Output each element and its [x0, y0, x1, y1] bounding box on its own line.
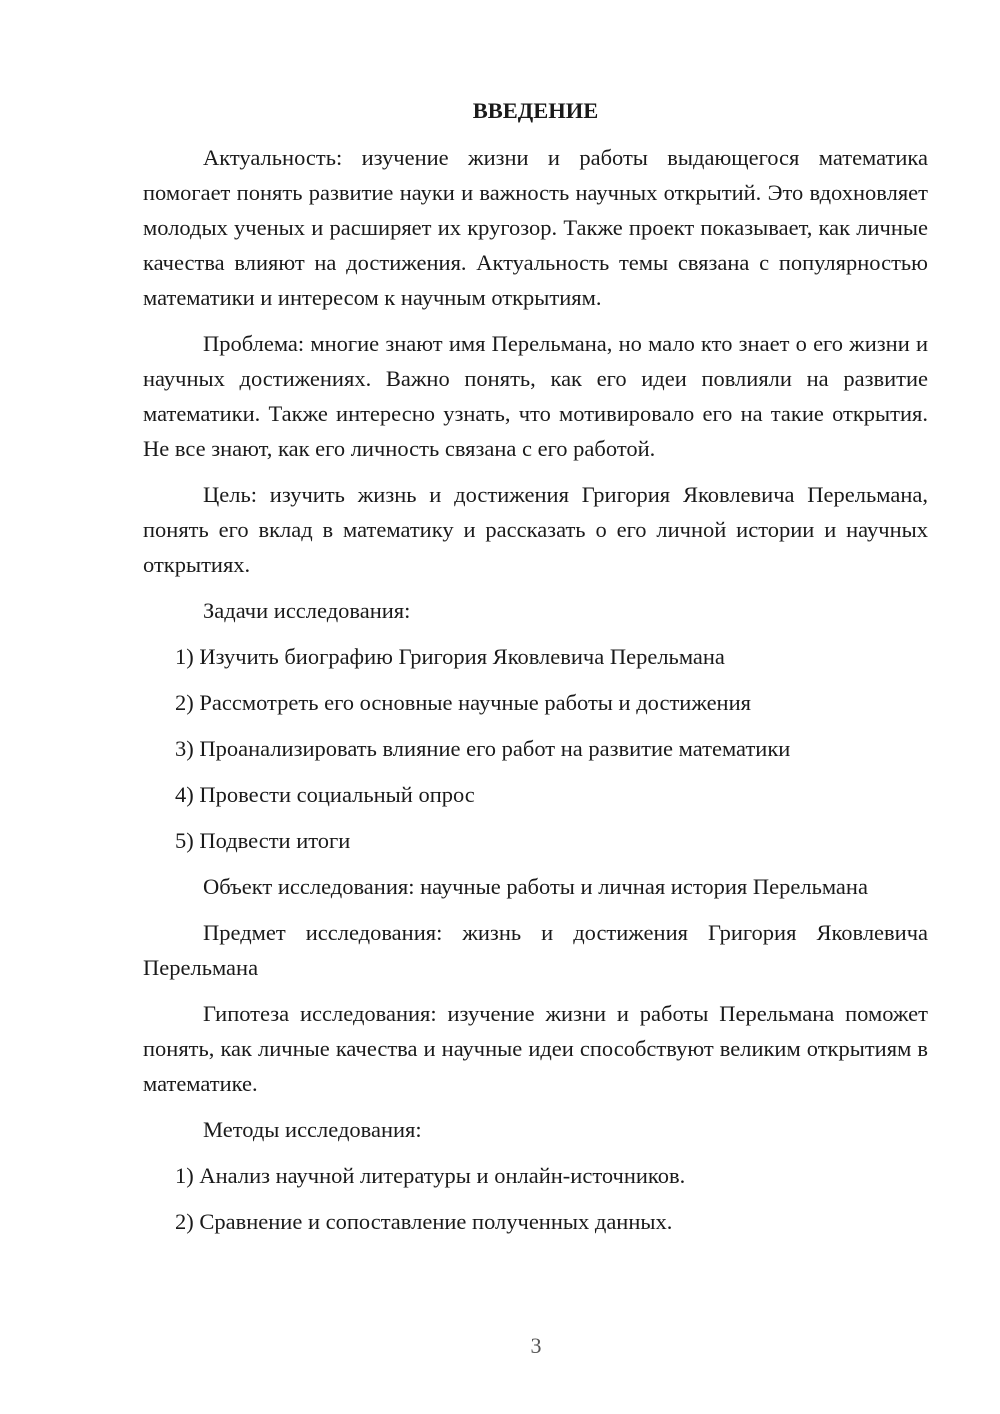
list-item: 5) Подвести итоги: [175, 828, 351, 853]
list-item: 1) Изучить биографию Григория Яковлевича Перельмана: [175, 644, 725, 669]
list-item: 1) Анализ научной литературы и онлайн-источников.: [175, 1163, 686, 1188]
paragraph-goal: Цель: изучить жизнь и достижения Григория Яковлевича Перельмана, понять его вклад в математику и рассказать о его личной истории и научных открытиях.: [143, 482, 928, 577]
paragraph-relevance: Актуальность: изучение жизни и работы выдающегося математика помогает понять развитие науки и важность научных открытий. Это вдохновляет молодых ученых и расширяет их кругозор. Также проект показывает, как личные качества влияют на достижения. Актуальность темы связана с популярностью математики и интересом к научным открытиям.: [143, 145, 928, 310]
list-item: 2) Рассмотреть его основные научные работы и достижения: [175, 690, 751, 715]
list-item: 3) Проанализировать влияние его работ на развитие математики: [175, 736, 791, 761]
methods-heading: Методы исследования:: [203, 1117, 422, 1142]
paragraph-hypothesis: Гипотеза исследования: изучение жизни и работы Перельмана поможет понять, как личные качества и научные идеи способствуют великим открытиям в математике.: [143, 1001, 928, 1096]
paragraph-subject: Предмет исследования: жизнь и достижения Григория Яковлевича Перельмана: [143, 920, 928, 980]
paragraph-object: Объект исследования: научные работы и личная история Перельмана: [203, 874, 868, 899]
tasks-list: [143, 639, 928, 858]
page-number: 3: [530, 1333, 542, 1358]
tasks-heading: Задачи исследования:: [203, 598, 411, 623]
section-title: ВВЕДЕНИЕ: [472, 98, 599, 123]
methods-list: [143, 1158, 928, 1239]
page-body: [143, 93, 928, 1250]
list-item: 4) Провести социальный опрос: [175, 782, 475, 807]
paragraph-problem: Проблема: многие знают имя Перельмана, но мало кто знает о его жизни и научных достижениях. Важно понять, как его идеи повлияли на развитие математики. Также интересно узнать, что мотивировало его на такие открытия. Не все знают, как его личность связана с его работой.: [143, 331, 928, 461]
list-item: 2) Сравнение и сопоставление полученных данных.: [175, 1209, 673, 1234]
